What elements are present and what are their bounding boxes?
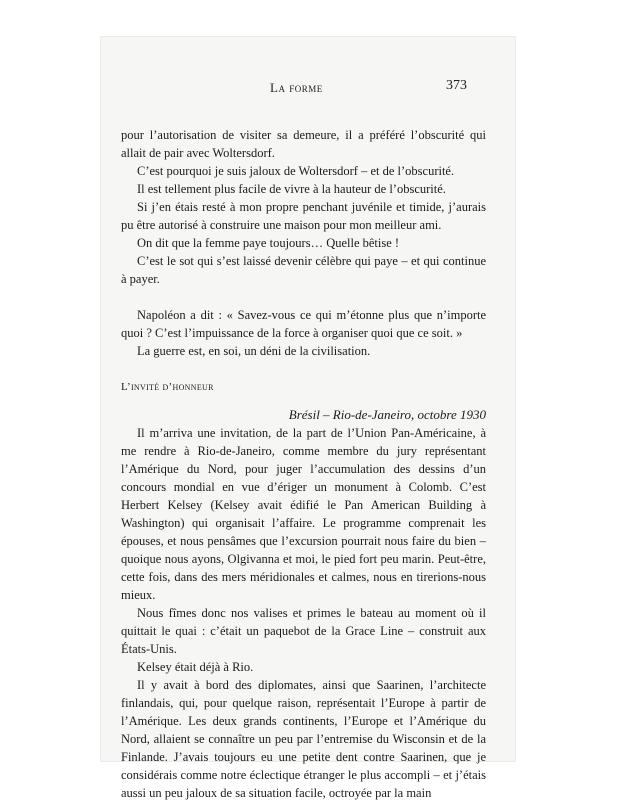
running-head: La forme: [270, 80, 323, 95]
page-header: [100, 76, 516, 96]
paragraph: Il est tellement plus facile de vivre à la hauteur de l’obscurité.: [137, 182, 446, 196]
dateline: Brésil – Rio-de-Janeiro, octobre 1930: [288, 407, 486, 422]
body-text: [121, 126, 486, 802]
paragraph: C’est le sot qui s’est laissé devenir célèbre qui paye – et qui continue à payer.: [121, 254, 486, 286]
section-heading: L’invité d’honneur: [121, 381, 214, 393]
paragraph: pour l’autorisation de visiter sa demeure, il a préféré l’obscurité qui allait de pair avec Woltersdorf.: [121, 128, 486, 160]
paragraph: La guerre est, en soi, un déni de la civilisation.: [137, 344, 371, 358]
paragraph: Il y avait à bord des diplomates, ainsi que Saarinen, l’architecte finlandais, qui, pour quelque raison, représentait l’Europe à partir de l’Amérique. Les deux grands continents, l’Europe et l’Amérique du Nord, allaient se connaître un peu par l’entremise du Wisconsin et de la Finlande. J’avais toujours eu une petite dent contre Saarinen, que je considérais comme notre éclectique étranger le plus accompli – et j’étais aussi un peu jaloux de sa situation facile, octroyée par la main: [121, 678, 486, 800]
paragraph: Si j’en étais resté à mon propre penchant juvénile et timide, j’aurais pu être autorisé à construire une maison pour mon meilleur ami.: [121, 200, 486, 232]
paragraph: On dit que la femme paye toujours… Quelle bêtise !: [137, 236, 400, 250]
paragraph: Napoléon a dit : « Savez-vous ce qui m’étonne plus que n’importe quoi ? C’est l’impuissance de la force à organiser quoi que ce soit. »: [121, 308, 486, 340]
paragraph: Kelsey était déjà à Rio.: [137, 660, 254, 674]
paragraph: Nous fîmes donc nos valises et primes le bateau au moment où il quittait le quai : c’était un paquebot de la Grace Line – construit aux États-Unis.: [121, 606, 486, 656]
page-number: 373: [446, 78, 467, 93]
paragraph: C’est pourquoi je suis jaloux de Woltersdorf – et de l’obscurité.: [137, 164, 455, 178]
book-page: [100, 36, 516, 800]
paragraph: Il m’arriva une invitation, de la part de l’Union Pan-Américaine, à me rendre à Rio-de-Janeiro, comme membre du jury représentant l’Amérique du Nord, pour juger l’accumulation des dessins d’un concours mondial en vue d’ériger un monument à Colomb. C’est Herbert Kelsey (Kelsey avait édifié le Pan American Building à Washington) qui organisait l’affaire. Le programme comprenait les épouses, et nous pensâmes que l’excursion pourrait nous faire du bien – quoique nous ayons, Olgivanna et moi, le pied fort peu marin. Peut-être, cette fois, dans des mers méridionales et calmes, nous en tirerions-nous mieux.: [121, 426, 486, 602]
